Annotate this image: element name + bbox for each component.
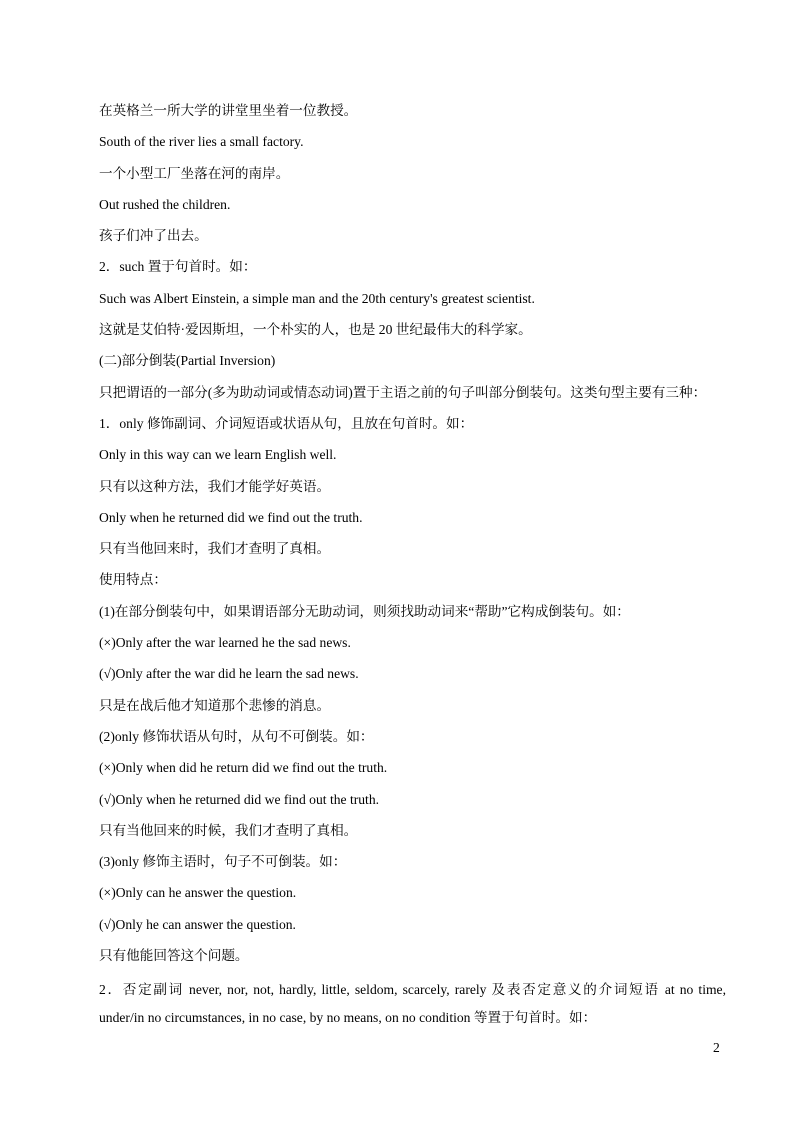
text-line: (×)Only after the war learned he the sad news. — [99, 635, 351, 651]
text-line: (×)Only can he answer the question. — [99, 885, 297, 901]
page-number: 2 — [713, 1040, 720, 1055]
text-line: 1．only 修饰副词、介词短语或状语从句，且放在句首时。如： — [99, 415, 474, 431]
text-line: Only when he returned did we find out the truth. — [99, 509, 363, 525]
text-line: (√)Only after the war did he learn the sad news. — [99, 666, 359, 682]
paragraph-line-1: 2．否定副词 never, nor, not, hardly, little, seldom, scarcely, rarely 及表否定意义的介词短语 at no time, — [99, 982, 726, 997]
text-line: 孩子们冲了出去。 — [99, 228, 208, 244]
paragraph-line-2: under/in no circumstances, in no case, by no means, on no condition 等置于句首时。如： — [99, 1009, 597, 1025]
text-line: 在英格兰一所大学的讲堂里坐着一位教授。 — [99, 103, 358, 118]
text-line: South of the river lies a small factory. — [99, 134, 304, 150]
text-line: (√)Only when he returned did we find out the truth. — [99, 791, 380, 807]
text-line: 只有他能回答这个问题。 — [99, 948, 249, 964]
text-line: (1)在部分倒装句中，如果谓语部分无助动词，则须找助动词来“帮助”它构成倒装句。如： — [99, 603, 630, 619]
text-line: 使用特点： — [99, 572, 167, 588]
text-line: (2)only 修饰状语从句时，从句不可倒装。如： — [99, 728, 374, 744]
text-line: 这就是艾伯特·爱因斯坦，一个朴实的人，也是 20 世纪最伟大的科学家。 — [99, 322, 532, 338]
text-line: Out rushed the children. — [99, 196, 231, 212]
text-line: 只有以这种方法，我们才能学好英语。 — [99, 478, 331, 494]
text-line: 一个小型工厂坐落在河的南岸。 — [99, 165, 290, 181]
section-heading: (二)部分倒装(Partial Inversion) — [99, 353, 276, 369]
text-line: (×)Only when did he return did we find out the truth. — [99, 760, 388, 776]
text-line: 2．such 置于句首时。如： — [99, 259, 257, 275]
text-line: 只有当他回来时，我们才查明了真相。 — [99, 541, 331, 557]
text-lines — [99, 101, 726, 977]
text-line: Such was Albert Einstein, a simple man and the 20th century's greatest scientist. — [99, 290, 535, 306]
text-line: Only in this way can we learn English well. — [99, 447, 337, 463]
text-line: (√)Only he can answer the question. — [99, 916, 296, 932]
negative-adverb-paragraph — [99, 976, 726, 1031]
text-line: 只有当他回来的时候，我们才查明了真相。 — [99, 822, 358, 838]
text-line: (3)only 修饰主语时，句子不可倒装。如： — [99, 854, 347, 870]
text-line: 只是在战后他才知道那个悲惨的消息。 — [99, 697, 331, 713]
text-line: 只把谓语的一部分(多为助动词或情态动词)置于主语之前的句子叫部分倒装句。这类句型主要有三种： — [99, 384, 707, 400]
